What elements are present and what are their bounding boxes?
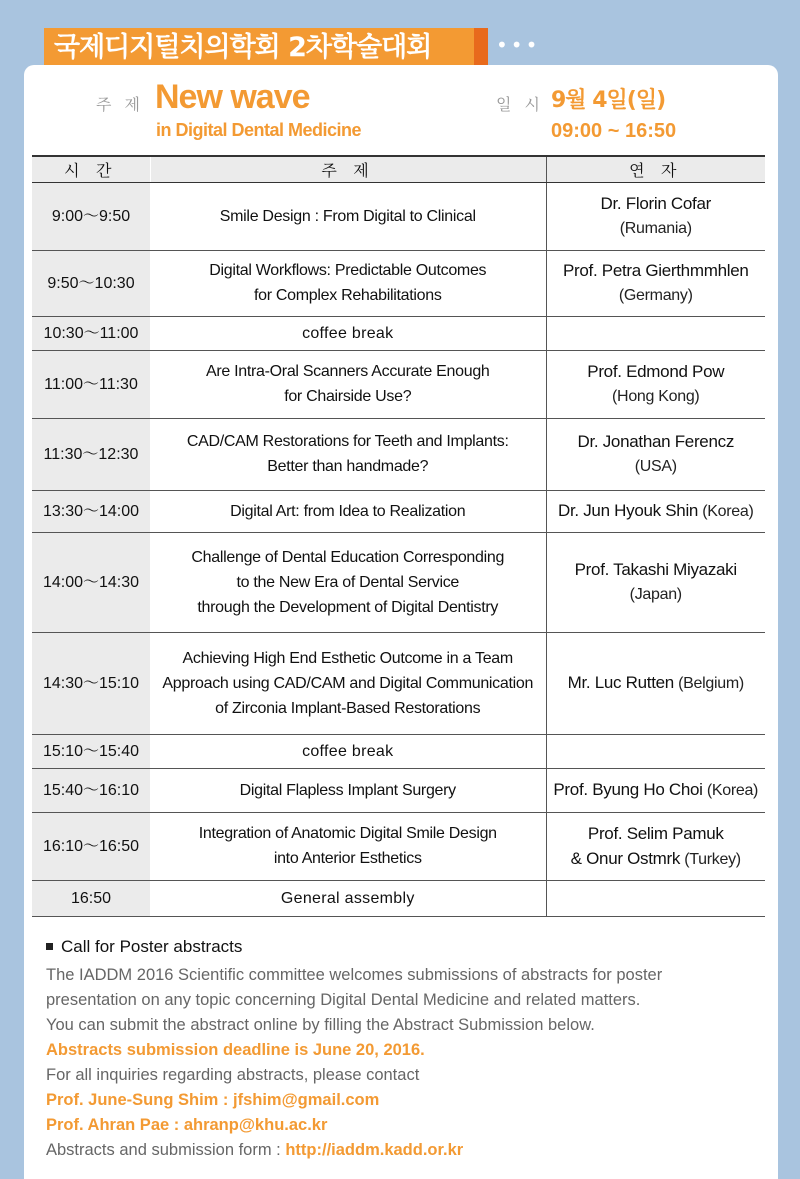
row-speaker — [546, 880, 765, 916]
topic-line: through the Development of Digital Dentistry — [197, 598, 499, 616]
schedule-row — [32, 250, 765, 316]
topic-line: into Anterior Esthetics — [273, 850, 422, 867]
date-label: 일 시 — [496, 95, 544, 114]
speaker-country: (Belgium) — [678, 675, 744, 692]
row-speaker — [546, 632, 765, 734]
speaker-line-2 — [547, 846, 766, 872]
row-time: 9:00～9:50 — [32, 182, 150, 250]
row-topic — [150, 182, 546, 250]
speaker-name: Prof. Petra Gierthmmhlen — [562, 261, 749, 280]
topic-line: General assembly — [280, 889, 415, 907]
form-url-link[interactable]: http://iaddm.kadd.or.kr — [285, 1141, 464, 1159]
row-speaker — [546, 316, 765, 350]
row-time: 11:00～11:30 — [32, 350, 150, 418]
contact-intro: For all inquiries regarding abstracts, please contact — [46, 1066, 420, 1084]
deadline-text: Abstracts submission deadline is June 20, 2016. — [46, 1041, 425, 1059]
speaker-country: (Germany) — [618, 287, 693, 304]
topic-line: Better than handmade? — [267, 458, 429, 475]
row-speaker — [546, 182, 765, 250]
row-topic — [150, 734, 546, 768]
topic-line: Achieving High End Esthetic Outcome in a Team — [182, 649, 513, 667]
form-line — [46, 1138, 766, 1163]
topic-line: Approach using CAD/CAM and Digital Communication — [162, 674, 534, 692]
contact-shim[interactable]: Prof. June-Sung Shim : jfshim@gmail.com — [46, 1091, 380, 1109]
call-title — [46, 937, 766, 957]
row-speaker — [546, 350, 765, 418]
schedule-row — [32, 350, 765, 418]
form-label: Abstracts and submission form : — [46, 1141, 286, 1159]
topic-line: CAD/CAM Restorations for Teeth and Implants: — [186, 433, 509, 450]
row-speaker — [546, 418, 765, 490]
call-line-1: The IADDM 2016 Scientific committee welcomes submissions of abstracts for poster — [46, 966, 663, 984]
row-time: 10:30～11:00 — [32, 316, 150, 350]
header-time: 시 간 — [32, 156, 150, 182]
row-time: 16:50 — [32, 880, 150, 916]
row-time: 14:30～15:10 — [32, 632, 150, 734]
row-topic — [150, 532, 546, 632]
row-speaker — [546, 734, 765, 768]
schedule-row — [32, 490, 765, 532]
speaker-name: Prof. Edmond Pow — [587, 362, 725, 381]
schedule-row — [32, 182, 765, 250]
topic-line: Digital Art: from Idea to Realization — [230, 502, 466, 520]
row-speaker — [546, 812, 765, 880]
row-topic — [150, 418, 546, 490]
topic-line: Digital Workflows: Predictable Outcomes — [209, 262, 487, 279]
call-for-abstracts — [46, 937, 766, 1163]
schedule-header-row — [32, 156, 765, 182]
schedule-body — [32, 182, 765, 916]
banner-accent — [474, 28, 488, 68]
schedule-row — [32, 734, 765, 768]
topic-subtitle: in Digital Dental Medicine — [156, 120, 362, 140]
topic-line: coffee break — [302, 324, 394, 342]
row-time: 15:10～15:40 — [32, 734, 150, 768]
call-line-2: presentation on any topic concerning Digital Dental Medicine and related matters. — [46, 991, 641, 1009]
topic-line: Smile Design : From Digital to Clinical — [219, 207, 476, 225]
header-speaker: 연 자 — [546, 156, 765, 182]
row-time: 16:10～16:50 — [32, 812, 150, 880]
topic-line: Digital Flapless Implant Surgery — [239, 781, 456, 799]
call-title-text: Call for Poster abstracts — [61, 937, 243, 956]
schedule-row — [32, 880, 765, 916]
row-topic — [150, 316, 546, 350]
row-topic — [150, 768, 546, 812]
call-line-3: You can submit the abstract online by filling the Abstract Submission below. — [46, 1016, 595, 1034]
speaker-country: (Turkey) — [684, 850, 741, 868]
speaker-name: Dr. Jun Hyouk Shin — [557, 501, 699, 520]
schedule-row — [32, 812, 765, 880]
topic-line: for Complex Rehabilitations — [253, 287, 442, 304]
banner-title: 국제디지털치의학회 2차학술대회 — [54, 32, 432, 63]
topic-line: Integration of Anatomic Digital Smile Design — [198, 825, 497, 842]
speaker-name: Dr. Jonathan Ferencz — [577, 432, 735, 451]
schedule-row — [32, 418, 765, 490]
row-topic — [150, 350, 546, 418]
date-value: 9월 4일(일) — [551, 88, 666, 113]
speaker-country: (Japan) — [629, 586, 682, 603]
row-speaker — [546, 490, 765, 532]
topic-line: Challenge of Dental Education Corresponding — [191, 548, 505, 566]
speaker-country: (USA) — [634, 458, 677, 475]
header-topic: 주 제 — [150, 156, 546, 182]
topic-line: for Chairside Use? — [284, 388, 412, 405]
time-value: 09:00 ~ 16:50 — [551, 120, 677, 142]
topic-line: Are Intra-Oral Scanners Accurate Enough — [205, 363, 490, 380]
topic-line: coffee break — [302, 742, 394, 760]
row-time: 14:00～14:30 — [32, 532, 150, 632]
speaker-country: (Korea) — [702, 503, 754, 520]
schedule-row — [32, 632, 765, 734]
speaker-name: Prof. Selim Pamuk — [587, 823, 724, 843]
row-topic — [150, 490, 546, 532]
row-time: 15:40～16:10 — [32, 768, 150, 812]
speaker-name: Mr. Luc Rutten — [567, 673, 674, 692]
row-topic — [150, 632, 546, 734]
row-time: 13:30～14:00 — [32, 490, 150, 532]
speaker-country: (Hong Kong) — [612, 388, 700, 405]
row-topic — [150, 812, 546, 880]
schedule-table — [32, 155, 765, 917]
topic-line: to the New Era of Dental Service — [236, 573, 459, 591]
speaker-country: (Rumania) — [619, 220, 692, 237]
schedule-row — [32, 316, 765, 350]
topic-line: of Zirconia Implant-Based Restorations — [215, 699, 481, 717]
contact-pae[interactable]: Prof. Ahran Pae : ahranp@khu.ac.kr — [46, 1116, 328, 1134]
row-speaker — [546, 532, 765, 632]
topic-title: New wave — [155, 78, 310, 116]
row-time: 11:30～12:30 — [32, 418, 150, 490]
row-time: 9:50～10:30 — [32, 250, 150, 316]
speaker-country: (Korea) — [706, 782, 759, 799]
schedule-row — [32, 532, 765, 632]
speaker-name: Prof. Takashi Miyazaki — [574, 560, 737, 579]
row-speaker — [546, 250, 765, 316]
row-topic — [150, 880, 546, 916]
schedule-row — [32, 768, 765, 812]
speaker-name: Prof. Byung Ho Choi — [553, 780, 703, 799]
topic-label: 주 제 — [96, 95, 144, 114]
row-topic — [150, 250, 546, 316]
speaker-name-2: & Onur Ostmrk — [570, 848, 681, 868]
banner-dots: ••• — [496, 33, 541, 57]
row-speaker — [546, 768, 765, 812]
bullet-square-icon — [46, 943, 53, 950]
speaker-name: Dr. Florin Cofar — [600, 194, 711, 213]
